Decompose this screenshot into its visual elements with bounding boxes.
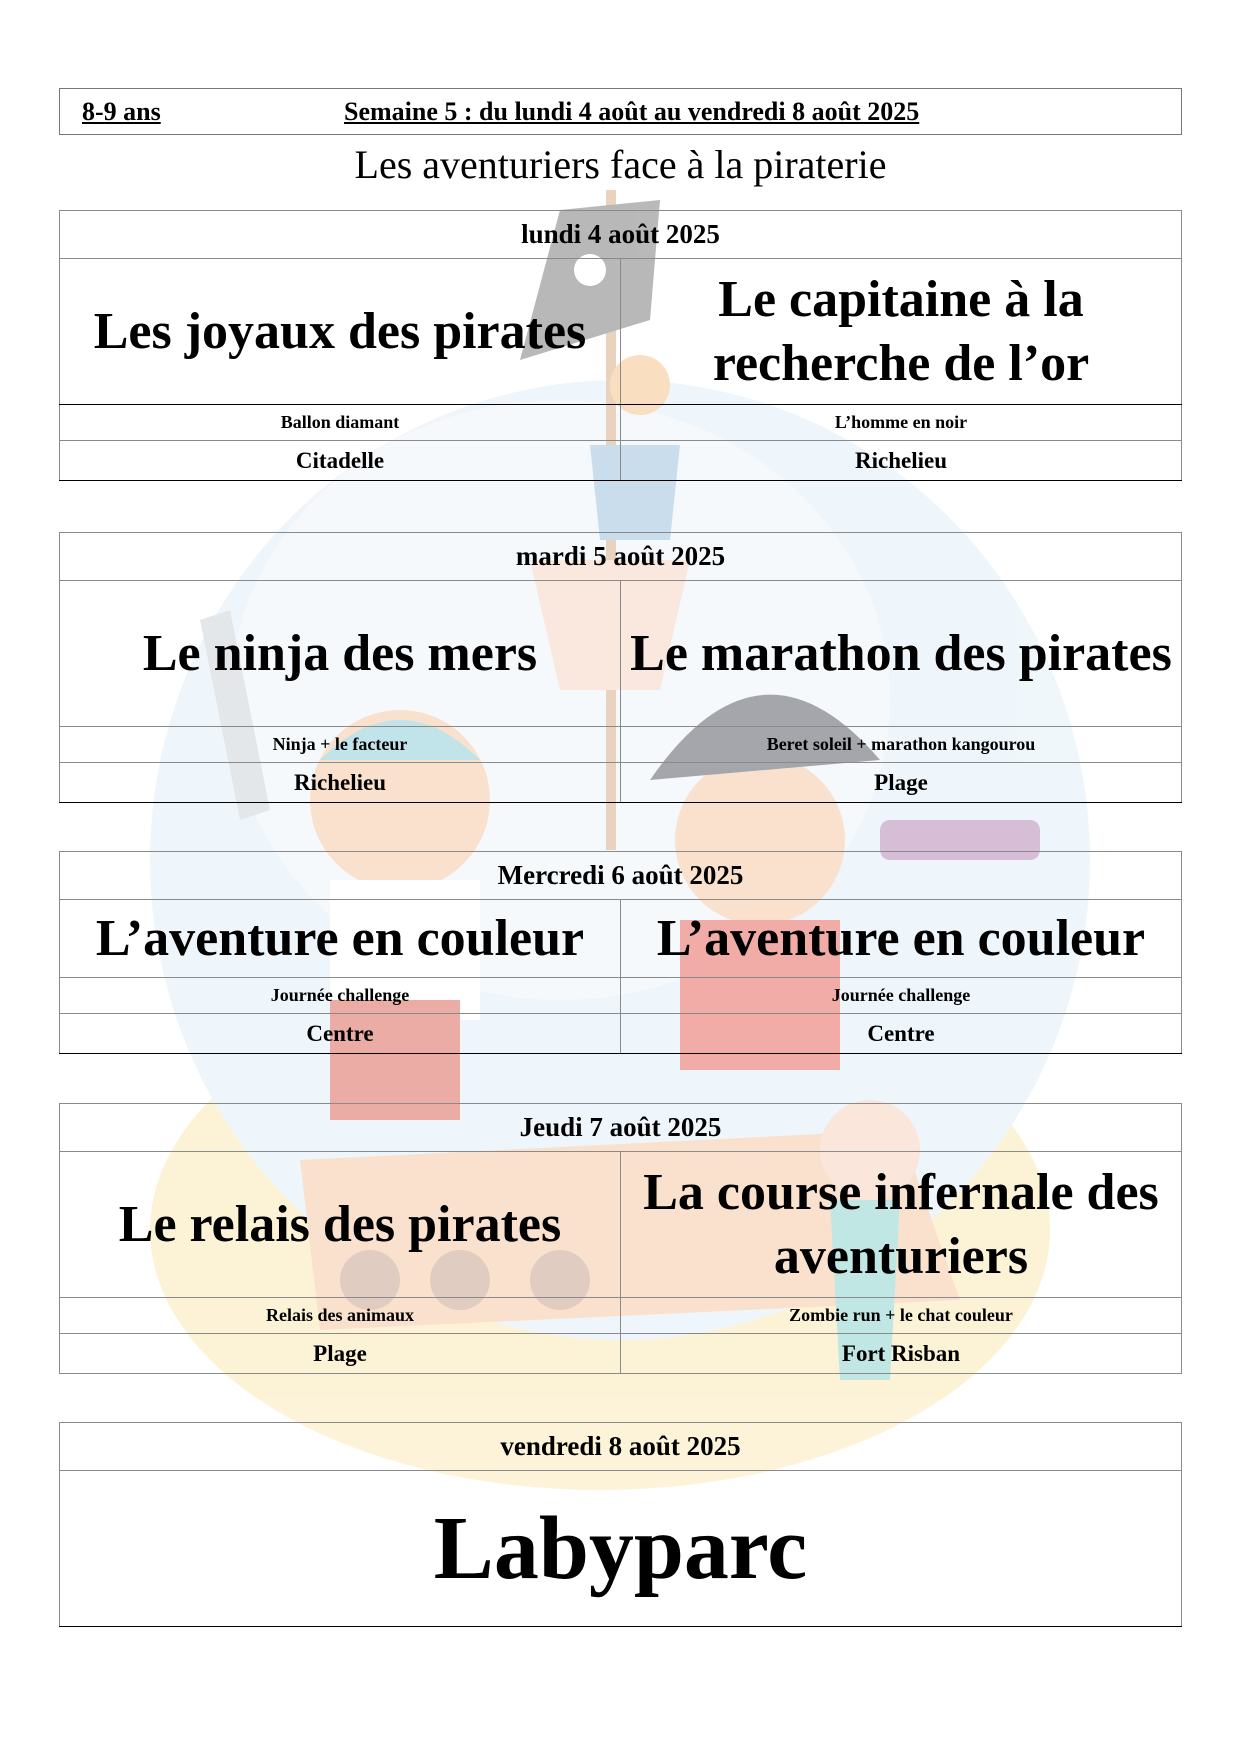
activity-title: Le ninja des mers	[60, 581, 621, 727]
activity-subtitle: Beret soleil + marathon kangourou	[621, 727, 1182, 763]
activity-location: Fort Risban	[621, 1334, 1182, 1374]
activity-title: Le capitaine à la recherche de l’or	[621, 259, 1182, 405]
activity-title: L’aventure en couleur	[621, 900, 1182, 978]
activity-location: Centre	[60, 1014, 621, 1054]
activity-subtitle: Relais des animaux	[60, 1298, 621, 1334]
activity-location: Centre	[621, 1014, 1182, 1054]
day-date: lundi 4 août 2025	[60, 211, 1182, 259]
day-table-monday	[59, 210, 1182, 481]
page-title: Les aventuriers face à la piraterie	[354, 142, 887, 187]
activity-subtitle: Ninja + le facteur	[60, 727, 621, 763]
activity-title: La course infernale des aventuriers	[621, 1152, 1182, 1298]
day-table-tuesday	[59, 532, 1182, 803]
day-table-thursday	[59, 1103, 1182, 1374]
day-date: mardi 5 août 2025	[60, 533, 1182, 581]
activity-subtitle: Journée challenge	[60, 978, 621, 1014]
activity-location: Plage	[621, 763, 1182, 803]
activity-title: Le marathon des pirates	[621, 581, 1182, 727]
activity-location: Richelieu	[60, 763, 621, 803]
header-bar	[59, 88, 1182, 135]
age-group: 8-9 ans	[82, 97, 161, 126]
day-date: Jeudi 7 août 2025	[60, 1104, 1182, 1152]
activity-title: Labyparc	[60, 1471, 1182, 1627]
day-table-wednesday	[59, 851, 1182, 1054]
activity-location: Citadelle	[60, 441, 621, 481]
activity-location: Plage	[60, 1334, 621, 1374]
activity-title: Les joyaux des pirates	[60, 259, 621, 405]
activity-location: Richelieu	[621, 441, 1182, 481]
activity-subtitle: Journée challenge	[621, 978, 1182, 1014]
activity-subtitle: L’homme en noir	[621, 405, 1182, 441]
activity-subtitle: Ballon diamant	[60, 405, 621, 441]
day-date: vendredi 8 août 2025	[60, 1423, 1182, 1471]
day-date: Mercredi 6 août 2025	[60, 852, 1182, 900]
day-table-friday	[59, 1422, 1182, 1627]
activity-title: L’aventure en couleur	[60, 900, 621, 978]
week-range: Semaine 5 : du lundi 4 août au vendredi 8 août 2025	[344, 97, 920, 126]
activity-title: Le relais des pirates	[60, 1152, 621, 1298]
activity-subtitle: Zombie run + le chat couleur	[621, 1298, 1182, 1334]
